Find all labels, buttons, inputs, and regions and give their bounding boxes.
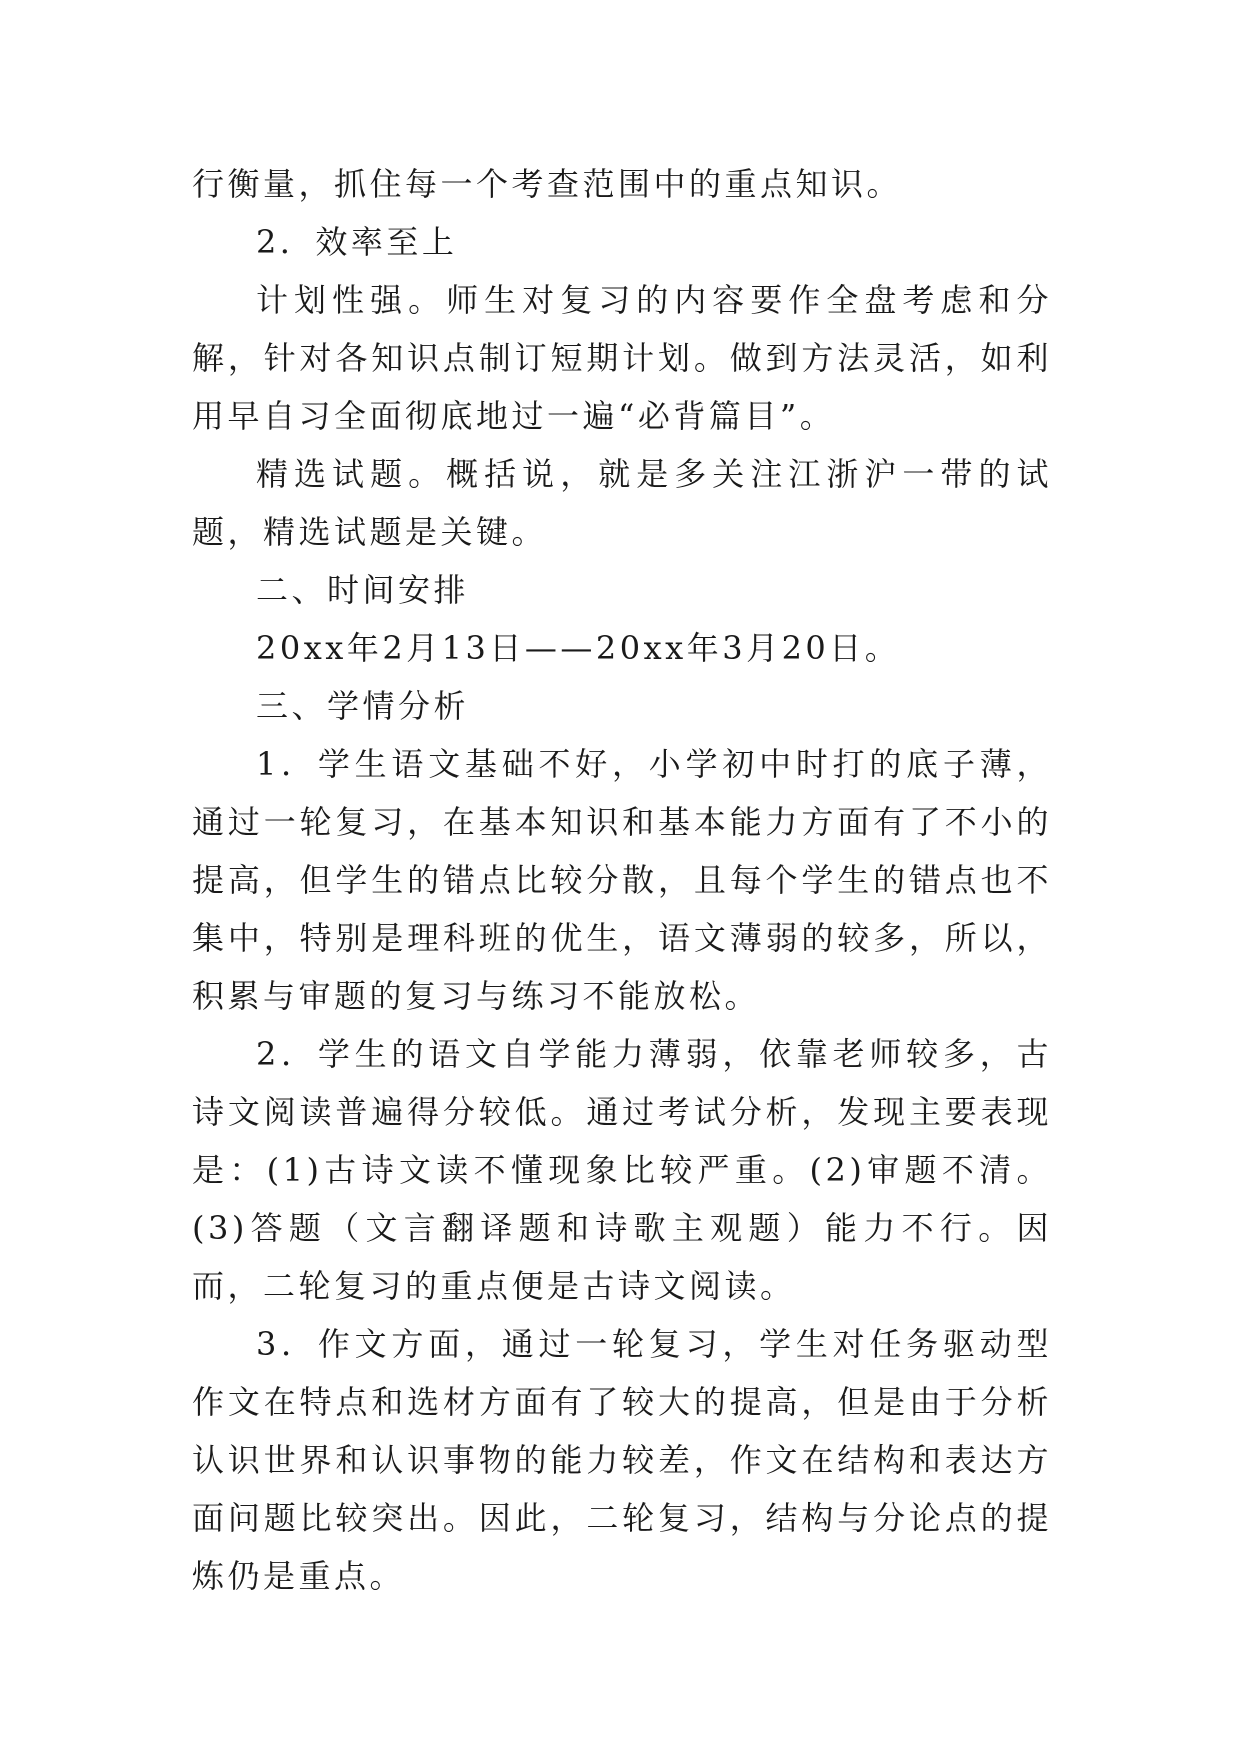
document-body bbox=[192, 155, 1052, 1605]
paragraph-date-range: 20xx年2月13日——20xx年3月20日。 bbox=[256, 629, 901, 667]
section-heading-analysis: 三、学情分析 bbox=[256, 687, 470, 725]
paragraph-select-questions: 精选试题。概括说，就是多关注江浙沪一带的试题，精选试题是关键。 bbox=[192, 455, 1052, 551]
paragraph-continued: 行衡量，抓住每一个考查范围中的重点知识。 bbox=[192, 165, 903, 203]
paragraph-analysis-2: 2．学生的语文自学能力薄弱，依靠老师较多，古诗文阅读普遍得分较低。通过考试分析，发现主要表现是：(1)古诗文读不懂现象比较严重。(2)审题不清。(3)答题（文言翻译题和诗歌主观题）能力不行。因而，二轮复习的重点便是古诗文阅读。 bbox=[192, 1035, 1052, 1305]
section-heading-schedule: 二、时间安排 bbox=[256, 571, 470, 609]
subheading-efficiency: 2．效率至上 bbox=[256, 223, 458, 261]
paragraph-analysis-1: 1．学生语文基础不好，小学初中时打的底子薄，通过一轮复习，在基本知识和基本能力方面有了不小的提高，但学生的错点比较分散，且每个学生的错点也不集中，特别是理科班的优生，语文薄弱的较多，所以，积累与审题的复习与练习不能放松。 bbox=[192, 745, 1052, 1015]
paragraph-analysis-3: 3．作文方面，通过一轮复习，学生对任务驱动型作文在特点和选材方面有了较大的提高，但是由于分析认识世界和认识事物的能力较差，作文在结构和表达方面问题比较突出。因此，二轮复习，结构与分论点的提炼仍是重点。 bbox=[192, 1325, 1052, 1595]
paragraph-planning: 计划性强。师生对复习的内容要作全盘考虑和分解，针对各知识点制订短期计划。做到方法灵活，如利用早自习全面彻底地过一遍“必背篇目”。 bbox=[192, 281, 1052, 435]
